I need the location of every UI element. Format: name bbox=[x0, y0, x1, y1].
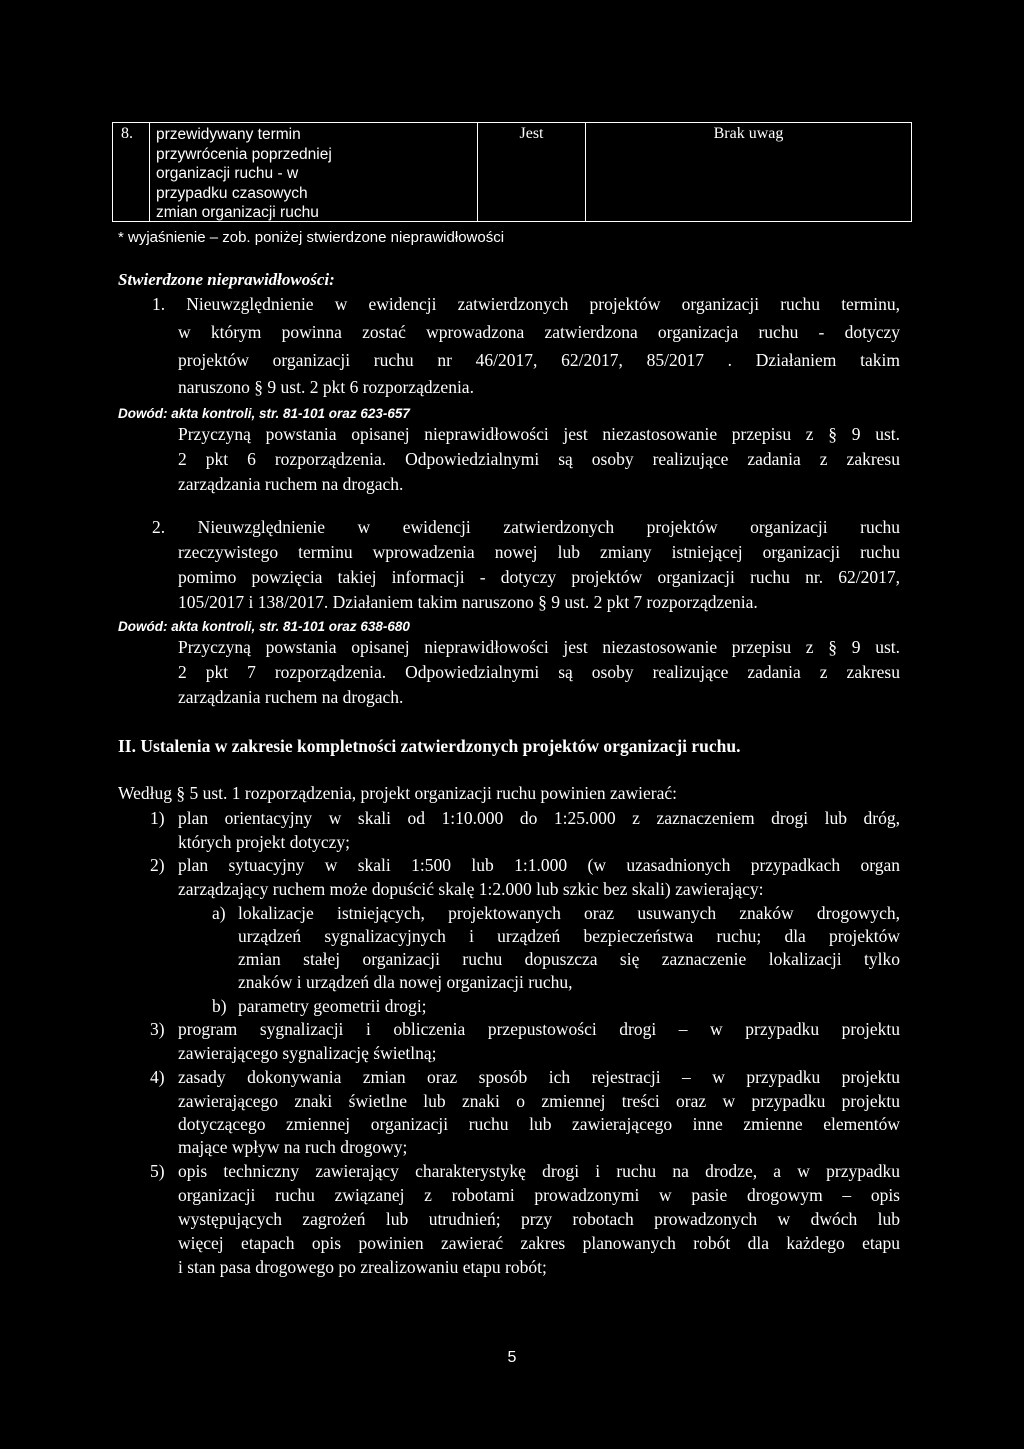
subitem-letter: b) bbox=[212, 996, 227, 1016]
item-text: zawierającego sygnalizację świetlną; bbox=[178, 1043, 437, 1063]
item-text: organizacji ruchu związanej z robotami prowadzonymi w pasie drogowym – opis bbox=[178, 1185, 900, 1205]
criterion-line: organizacji ruchu - w bbox=[156, 165, 299, 182]
item-text: zawierającego znaki świetlne lub znaki o zmiennej treści oraz w przypadku projektu bbox=[178, 1091, 900, 1111]
cause-line: Przyczyną powstania opisanej nieprawidłowości jest niezastosowanie przepisu z § 9 ust. bbox=[178, 637, 900, 657]
subitem-letter: a) bbox=[212, 903, 226, 923]
finding-2-line: rzeczywistego terminu wprowadzenia nowej lub zmiany istniejącej organizacji ruchu bbox=[178, 542, 900, 562]
footnote: * wyjaśnienie – zob. poniżej stwierdzone nieprawidłowości bbox=[118, 229, 505, 246]
subitem-text: parametry geometrii drogi; bbox=[238, 996, 427, 1016]
finding-1-line: projektów organizacji ruchu nr 46/2017, 62/2017, 85/2017 . Działaniem takim bbox=[178, 350, 900, 370]
criterion-line: przewidywany termin bbox=[156, 126, 301, 143]
item-text: więcej etapach opis powinien zawierać zakres planowanych robót dla każdego etapu bbox=[178, 1233, 900, 1253]
criterion-line: przywrócenia poprzedniej bbox=[156, 145, 332, 163]
cause-line: 2 pkt 6 rozporządzenia. Odpowiedzialnymi są osoby realizujące zadania z zakresu bbox=[178, 449, 900, 469]
finding-2-line: 105/2017 i 138/2017. Działaniem takim naruszono § 9 ust. 2 pkt 7 rozporządzenia. bbox=[178, 592, 758, 612]
section-title: II. Ustalenia w zakresie kompletności zatwierdzonych projektów organizacji ruchu. bbox=[118, 736, 741, 756]
evidence-ref: Dowód: akta kontroli, str. 81-101 oraz 623-657 bbox=[118, 406, 410, 421]
item-text: zasady dokonywania zmian oraz sposób ich rejestracji – w przypadku projektu bbox=[178, 1067, 900, 1087]
comment-cell: Brak uwag bbox=[713, 125, 784, 142]
value-cell: Jest bbox=[478, 123, 586, 221]
finding-2-line: 2. Nieuwzględnienie w ewidencji zatwierdzonych projektów organizacji ruchu bbox=[152, 517, 900, 537]
checklist-table bbox=[112, 122, 912, 222]
finding-1-line: w którym powinna zostać wprowadzona zatwierdzona organizacja ruchu - dotyczy bbox=[178, 322, 900, 342]
subitem-text: urządzeń sygnalizacyjnych i urządzeń bezpieczeństwa ruchu; dla projektów bbox=[238, 926, 900, 946]
item-text: plan sytuacyjny w skali 1:500 lub 1:1.000 (w uzasadnionych przypadkach organ bbox=[178, 855, 900, 875]
item-text: dotyczącego zmiennej organizacji ruchu lub zawierającego inne zmienne elementów bbox=[178, 1114, 900, 1134]
cause-line: 2 pkt 7 rozporządzenia. Odpowiedzialnymi są osoby realizujące zadania z zakresu bbox=[178, 662, 900, 682]
item-number: 1) bbox=[150, 808, 165, 828]
criterion-cell bbox=[150, 123, 478, 221]
item-text: mające wpływ na ruch drogowy; bbox=[178, 1137, 408, 1157]
item-text: i stan pasa drogowego po zrealizowaniu etapu robót; bbox=[178, 1257, 547, 1277]
item-number: 4) bbox=[150, 1067, 165, 1087]
cause-line: zarządzania ruchem na drogach. bbox=[178, 474, 404, 494]
item-text: których projekt dotyczy; bbox=[178, 832, 351, 852]
item-text: opis techniczny zawierający charakterystykę drogi i ruchu na drodze, a w przypadku bbox=[178, 1161, 900, 1181]
finding-2-line: pomimo powzięcia takiej informacji - dotyczy projektów organizacji ruchu nr. 62/2017, bbox=[178, 567, 900, 587]
item-text: program sygnalizacji i obliczenia przepustowości drogi – w przypadku projektu bbox=[178, 1019, 900, 1039]
item-text: występujących zagrożeń lub utrudnień; przy robotach prowadzonych w dwóch lub bbox=[178, 1209, 900, 1229]
cause-line: Przyczyną powstania opisanej nieprawidłowości jest niezastosowanie przepisu z § 9 ust. bbox=[178, 424, 900, 444]
subitem-text: znaków i urządzeń dla nowej organizacji ruchu, bbox=[238, 972, 573, 992]
findings-heading: Stwierdzone nieprawidłowości: bbox=[118, 270, 335, 289]
row-number: 8. bbox=[113, 123, 150, 221]
intro-line: Według § 5 ust. 1 rozporządzenia, projekt organizacji ruchu powinien zawierać: bbox=[118, 783, 678, 803]
finding-1-line: 1. Nieuwzględnienie w ewidencji zatwierdzonych projektów organizacji ruchu terminu, bbox=[152, 294, 900, 314]
page-number: 5 bbox=[507, 1349, 517, 1366]
criterion-line: przypadku czasowych bbox=[156, 184, 308, 202]
item-number: 5) bbox=[150, 1161, 165, 1181]
item-text: plan orientacyjny w skali od 1:10.000 do 1:25.000 z zaznaczeniem drogi lub dróg, bbox=[178, 808, 900, 828]
evidence-ref: Dowód: akta kontroli, str. 81-101 oraz 638-680 bbox=[118, 619, 410, 634]
item-text: zarządzający ruchem może dopuścić skalę 1:2.000 lub szkic bez skali) zawierający: bbox=[178, 879, 764, 899]
item-number: 2) bbox=[150, 855, 165, 875]
cause-line: zarządzania ruchem na drogach. bbox=[178, 687, 404, 707]
item-number: 3) bbox=[150, 1019, 165, 1039]
subitem-text: lokalizacje istniejących, projektowanych oraz usuwanych znaków drogowych, bbox=[238, 903, 900, 923]
finding-1-line: naruszono § 9 ust. 2 pkt 6 rozporządzenia. bbox=[178, 377, 474, 397]
subitem-text: zmian stałej organizacji ruchu dopuszcza się zaznaczenie lokalizacji tylko bbox=[238, 949, 900, 969]
criterion-line: zmian organizacji ruchu bbox=[156, 204, 319, 221]
